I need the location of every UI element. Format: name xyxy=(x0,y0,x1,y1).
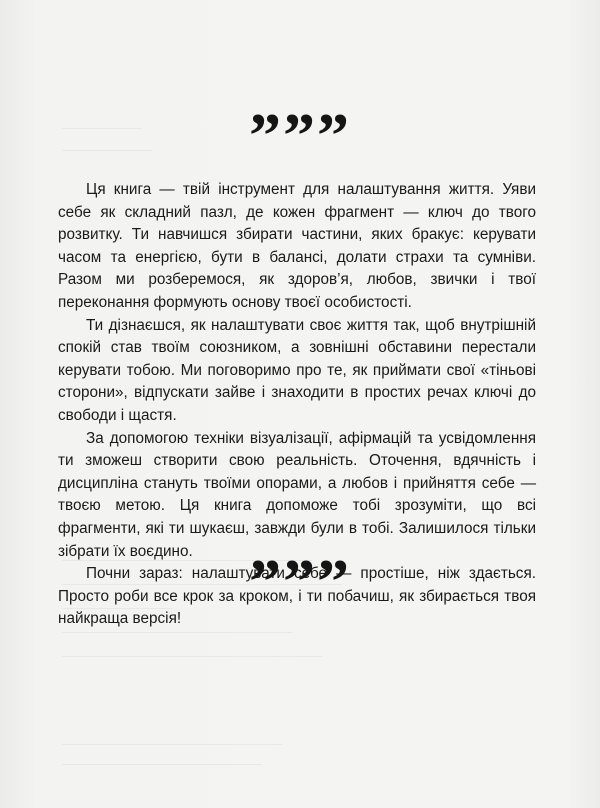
bleed-through-line xyxy=(62,632,292,633)
paragraph-2: Ти дізнаєшся, як налаштувати своє життя так, щоб внутрішній спокій став твоїм союзником, а зовнішні обставини перестали керувати тобою. Ми поговоримо про те, як приймати свої «тіньові сторони», відпускати зайве і знаходити в простих речах ключі до свободи і щастя. xyxy=(58,316,536,424)
bleed-through-line xyxy=(62,150,152,151)
paragraph-4: Почни зараз: налаштувати себе — простіше, ніж здається. Просто роби все крок за кроком, і ти побачиш, як збирається твоя найкраща версія! xyxy=(58,565,536,628)
bleed-through-line xyxy=(62,744,282,745)
bleed-through-line xyxy=(62,656,322,657)
bleed-through-line xyxy=(62,764,262,765)
paragraph-3: За допомогою техніки візуалізації, афірмацій та усвідомлення ти зможеш створити свою реальність. Оточення, вдячність і дисципліна стануть твоїми опорами, а любов і прийняття себе — твоєю метою. Ця книга допоможе тобі зрозуміти, що всі фрагменти, які ти шукаєш, завжди були в тобі. Залишилося тільки зібрати їх воєдино. xyxy=(58,429,536,560)
paragraph-1: Ця книга — твій інструмент для налаштування життя. Уяви себе як складний пазл, де кожен фрагмент — ключ до твого розвитку. Ти навчишся збирати частини, яких бракує: керувати часом та енергією, бути в балансі, долати страхи та сумніви. Разом ми розберемося, як здоров’я, любов, звички і твої переконання формують основу твоєї особистості. xyxy=(58,181,536,311)
closing-quote-mark-bottom: ””” xyxy=(249,546,351,617)
closing-quote-mark-top: ””” xyxy=(249,100,351,171)
